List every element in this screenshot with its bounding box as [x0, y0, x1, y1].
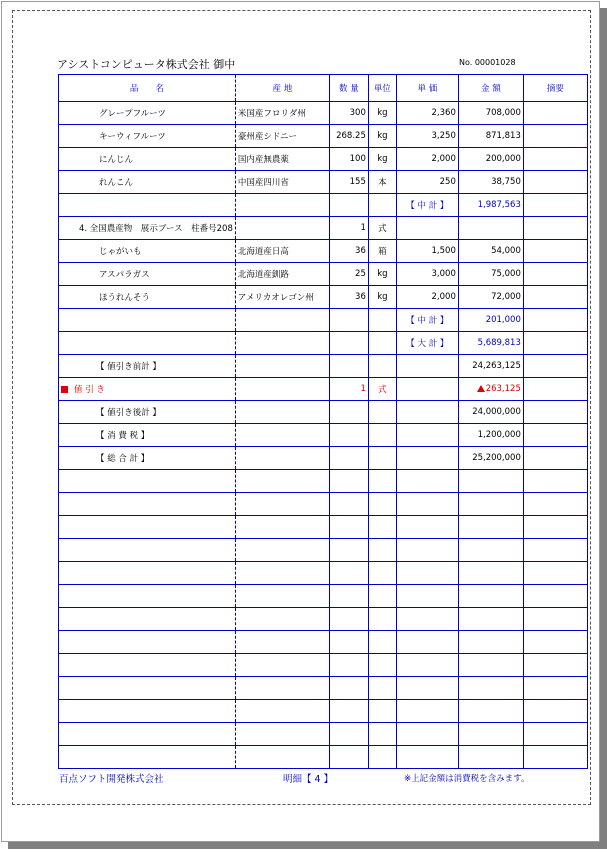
item-name	[59, 332, 236, 355]
item-price	[396, 217, 458, 240]
item-origin	[235, 401, 329, 424]
item-unit: kg	[368, 263, 396, 286]
item-price: 2,000	[396, 286, 458, 309]
item-name	[59, 309, 236, 332]
subtotal-amount: 201,000	[458, 309, 523, 332]
subtotal-amount: 1,987,563	[458, 194, 523, 217]
item-memo	[523, 217, 587, 240]
item-qty: 268.25	[329, 125, 368, 148]
item-qty	[329, 447, 368, 470]
item-memo	[523, 378, 587, 401]
item-memo	[523, 309, 587, 332]
table-row	[59, 240, 588, 263]
item-origin: 米国産フロリダ州	[235, 102, 329, 125]
subtotal-label: 【 中 計 】	[396, 309, 458, 332]
item-unit	[368, 355, 396, 378]
tax-amount: 1,200,000	[458, 424, 523, 447]
item-qty: 155	[329, 171, 368, 194]
item-name: じゃがいも	[59, 240, 236, 263]
item-qty: 25	[329, 263, 368, 286]
discount-amount: 263,125	[485, 384, 521, 394]
item-memo	[523, 102, 587, 125]
item-origin	[235, 378, 329, 401]
discount-unit: 式	[368, 378, 396, 401]
item-origin: 国内産無農薬	[235, 148, 329, 171]
empty-row	[59, 746, 588, 769]
item-origin	[235, 332, 329, 355]
item-origin: 豪州産シドニー	[235, 125, 329, 148]
item-unit: kg	[368, 102, 396, 125]
empty-row	[59, 585, 588, 608]
discount-qty: 1	[329, 378, 368, 401]
item-memo	[523, 286, 587, 309]
item-memo	[523, 148, 587, 171]
item-qty	[329, 332, 368, 355]
item-qty: 100	[329, 148, 368, 171]
grand-subtotal-amount: 5,689,813	[458, 332, 523, 355]
item-memo	[523, 424, 587, 447]
item-amount: 72,000	[458, 286, 523, 309]
table-row	[59, 217, 588, 240]
item-price: 250	[396, 171, 458, 194]
item-qty: 36	[329, 286, 368, 309]
item-price: 3,250	[396, 125, 458, 148]
item-price: 3,000	[396, 263, 458, 286]
item-qty: 1	[329, 217, 368, 240]
item-qty	[329, 194, 368, 217]
item-amount: 38,750	[458, 171, 523, 194]
item-amount: 75,000	[458, 263, 523, 286]
item-memo	[523, 171, 587, 194]
item-name	[59, 194, 236, 217]
item-unit: kg	[368, 286, 396, 309]
table-row	[59, 309, 588, 332]
empty-row	[59, 608, 588, 631]
table-row	[59, 378, 588, 401]
discount-amount-cell	[458, 378, 523, 401]
item-qty	[329, 309, 368, 332]
item-origin: 北海道産釧路	[235, 263, 329, 286]
document-number: No. 00001028	[459, 58, 516, 67]
item-price: 2,360	[396, 102, 458, 125]
item-unit: 式	[368, 217, 396, 240]
item-amount: 871,813	[458, 125, 523, 148]
item-unit: kg	[368, 125, 396, 148]
item-origin	[235, 355, 329, 378]
recipient-company: アシストコンピュータ株式会社 御中	[57, 58, 236, 71]
table-row	[59, 148, 588, 171]
section-heading: 4. 全国農産物 展示ブース 柱番号208	[59, 217, 236, 240]
item-qty	[329, 424, 368, 447]
table-row	[59, 355, 588, 378]
empty-row	[59, 677, 588, 700]
item-name: ほうれんそう	[59, 286, 236, 309]
post-discount-amount: 24,000,000	[458, 401, 523, 424]
grand-total-amount: 25,200,000	[458, 447, 523, 470]
item-origin	[235, 447, 329, 470]
item-qty: 36	[329, 240, 368, 263]
empty-row	[59, 631, 588, 654]
grand-total-label: 【 総 合 計 】	[59, 447, 236, 470]
table-row	[59, 125, 588, 148]
item-memo	[523, 194, 587, 217]
item-memo	[523, 263, 587, 286]
item-unit	[368, 424, 396, 447]
item-name: れんこん	[59, 171, 236, 194]
pre-discount-label: 【 値引き前計 】	[59, 355, 236, 378]
item-origin: 中国産四川省	[235, 171, 329, 194]
item-origin	[235, 194, 329, 217]
empty-row	[59, 700, 588, 723]
item-memo	[523, 125, 587, 148]
table-row	[59, 286, 588, 309]
table-row	[59, 171, 588, 194]
item-origin	[235, 309, 329, 332]
detail-table	[58, 74, 588, 769]
item-memo	[523, 447, 587, 470]
item-name: アスパラガス	[59, 263, 236, 286]
item-price: 1,500	[396, 240, 458, 263]
table-row	[59, 401, 588, 424]
col-header-unit: 単位	[368, 75, 396, 102]
empty-row	[59, 539, 588, 562]
item-unit	[368, 309, 396, 332]
item-unit: 本	[368, 171, 396, 194]
item-price: 2,000	[396, 148, 458, 171]
item-name: キーウィフルーツ	[59, 125, 236, 148]
item-price	[396, 447, 458, 470]
item-qty: 300	[329, 102, 368, 125]
table-row	[59, 447, 588, 470]
empty-row	[59, 493, 588, 516]
item-memo	[523, 401, 587, 424]
item-unit	[368, 447, 396, 470]
item-name: グレープフルーツ	[59, 102, 236, 125]
table-row	[59, 263, 588, 286]
col-header-name: 品 名	[59, 75, 236, 102]
col-header-price: 単 価	[396, 75, 458, 102]
item-amount	[458, 217, 523, 240]
item-origin: 北海道産日高	[235, 240, 329, 263]
item-origin	[235, 424, 329, 447]
grand-subtotal-label: 【 大 計 】	[396, 332, 458, 355]
item-memo	[523, 240, 587, 263]
item-qty	[329, 401, 368, 424]
post-discount-label: 【 値引き後計 】	[59, 401, 236, 424]
issuer-company: 百点ソフト開発株式会社	[59, 774, 164, 785]
item-price	[396, 355, 458, 378]
col-header-origin: 産 地	[235, 75, 329, 102]
item-amount: 200,000	[458, 148, 523, 171]
discount-label: 値 引 き	[74, 385, 105, 395]
triangle-up-icon	[477, 385, 485, 392]
item-unit	[368, 401, 396, 424]
empty-row	[59, 654, 588, 677]
discount-cell	[59, 378, 236, 401]
empty-row	[59, 723, 588, 746]
col-header-memo: 摘要	[523, 75, 587, 102]
item-unit: kg	[368, 148, 396, 171]
item-amount: 708,000	[458, 102, 523, 125]
item-memo	[523, 332, 587, 355]
table-row	[59, 332, 588, 355]
item-unit	[368, 194, 396, 217]
table-row	[59, 194, 588, 217]
item-qty	[329, 355, 368, 378]
item-unit	[368, 332, 396, 355]
item-price	[396, 424, 458, 447]
item-unit: 箱	[368, 240, 396, 263]
page-label: 明細【 4 】	[283, 774, 334, 785]
empty-row	[59, 516, 588, 539]
item-memo	[523, 355, 587, 378]
empty-row	[59, 470, 588, 493]
col-header-qty: 数 量	[329, 75, 368, 102]
item-price	[396, 378, 458, 401]
pre-discount-amount: 24,263,125	[458, 355, 523, 378]
item-amount: 54,000	[458, 240, 523, 263]
item-price	[396, 401, 458, 424]
item-name: にんじん	[59, 148, 236, 171]
item-origin: アメリカオレゴン州	[235, 286, 329, 309]
tax-label: 【 消 費 税 】	[59, 424, 236, 447]
empty-row	[59, 562, 588, 585]
item-origin	[235, 217, 329, 240]
tax-note: ※上記金額は消費税を含みます。	[404, 774, 530, 784]
table-row	[59, 102, 588, 125]
table-row	[59, 424, 588, 447]
col-header-amount: 金 額	[458, 75, 523, 102]
table-header-row	[59, 75, 588, 102]
subtotal-label: 【 中 計 】	[396, 194, 458, 217]
red-square-icon	[61, 386, 68, 393]
